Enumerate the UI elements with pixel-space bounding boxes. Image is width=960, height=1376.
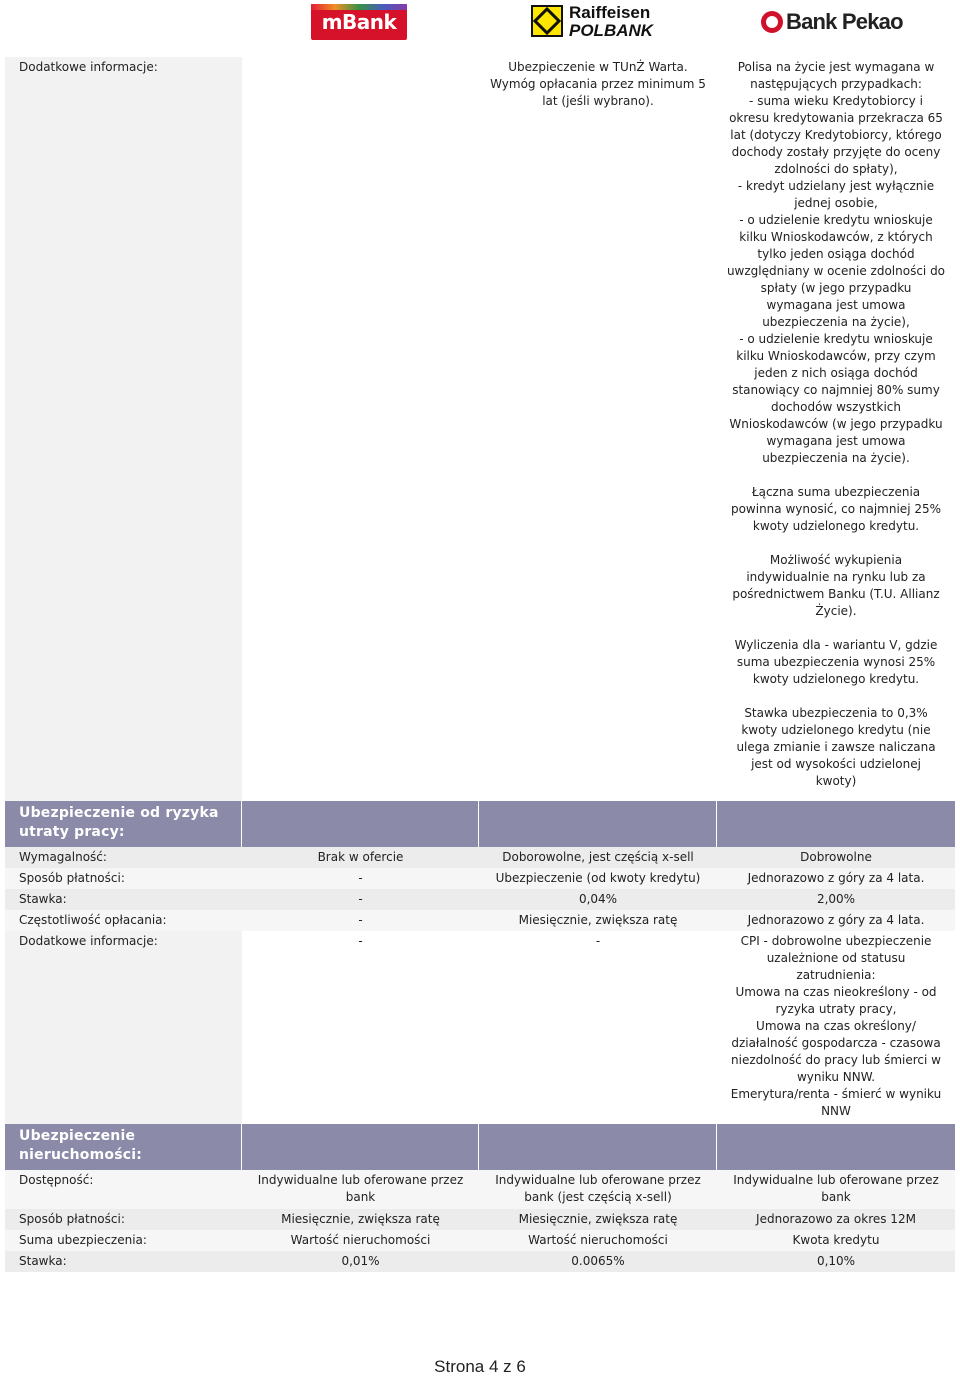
mbank-cell: Brak w ofercie (317, 850, 404, 864)
text-line: stanowiący co najmniej 80% sumy (732, 383, 940, 397)
text-line: jednej osobie, (794, 196, 878, 210)
text-line: NNW (821, 1104, 851, 1118)
section-header-job-loss (5, 801, 955, 847)
row-label: Dodatkowe informacje: (5, 931, 242, 1124)
text-line: ubezpieczenia na życie). (762, 451, 910, 465)
row-label: Wymagalność: (19, 850, 107, 864)
text-line: Wnioskodawców (w jego przypadku (729, 417, 943, 431)
text-line: pośrednictwem Banku (T.U. Allianz (732, 587, 940, 601)
text-line: niezdolność do pracy lub śmierci w (731, 1053, 941, 1067)
mbank-cell (242, 1170, 479, 1209)
text-line: Indywidualne lub oferowane przez (257, 1173, 464, 1187)
text-line: bank (345, 1190, 376, 1204)
row-label: Dodatkowe informacje: (5, 57, 242, 801)
table-row (5, 910, 955, 931)
text-line: CPI - dobrowolne ubezpieczenie (740, 934, 932, 948)
text-line: następujących przypadkach: (750, 77, 922, 91)
mbank-cell: - (358, 913, 363, 927)
text-line: działalność gospodarcza - czasowa (731, 1036, 941, 1050)
raiffeisen-cell: Miesięcznie, zwiększa ratę (518, 1212, 678, 1226)
section-header-property (5, 1124, 955, 1170)
pekao-cell (717, 1170, 955, 1209)
pekao-cell (717, 57, 955, 801)
text-line: Wymóg opłacania przez minimum 5 (490, 77, 706, 91)
mbank-cell: - (358, 871, 363, 885)
text-line: zatrudnienia: (796, 968, 876, 982)
mbank-cell: Wartość nieruchomości (290, 1233, 431, 1247)
raiffeisen-cell: Wartość nieruchomości (528, 1233, 668, 1247)
table-row (5, 1230, 955, 1251)
text-line: Ubezpieczenie w TUnŻ Warta. (508, 60, 688, 74)
pekao-logo (761, 8, 907, 36)
header-cell (717, 801, 955, 847)
text-line: jeden z nich osiąga dochód (754, 366, 918, 380)
text-line: Ubezpieczenie (19, 1128, 136, 1144)
table-row (5, 1170, 955, 1209)
row-label: Stawka: (19, 892, 67, 906)
text-line: spłaty (w jego przypadku (760, 281, 912, 295)
text-line: wymagana jest umowa (766, 434, 906, 448)
row-label: Sposób płatności: (19, 871, 125, 885)
text-line: - o udzielenie kredytu wnioskuje (739, 213, 933, 227)
text-line: powinna wynosić, co najmniej 25% (730, 502, 942, 516)
text-line: lat (dotyczy Kredytobiorcy, którego (730, 128, 942, 142)
mbank-cell: Miesięcznie, zwiększa ratę (281, 1212, 440, 1226)
comparison-table (5, 57, 955, 1272)
text-line: nieruchomości: (19, 1147, 143, 1163)
row-label: Sposób płatności: (19, 1212, 125, 1226)
header-cell (242, 1124, 479, 1170)
raiffeisen-cell: Miesięcznie, zwiększa ratę (518, 913, 678, 927)
text-line: okresu kredytowania przekracza 65 (729, 111, 943, 125)
text-line: tylko jeden osiąga dochód (757, 247, 915, 261)
text-line: ryzyka utraty pracy, (775, 1002, 897, 1016)
row-label: Stawka: (19, 1254, 67, 1268)
text-line: - kredyt udzielany jest wyłącznie (737, 179, 935, 193)
raiffeisen-cell: Ubezpieczenie (od kwoty kredytu) (495, 871, 701, 885)
bank-logos (0, 0, 960, 48)
paragraph (725, 484, 947, 535)
paragraph (725, 59, 947, 467)
polbank-logo-text: POLBANK (569, 21, 654, 40)
pekao-cell: Dobrowolne (800, 850, 872, 864)
header-cell (479, 1124, 717, 1170)
pekao-cell: Kwota kredytu (792, 1233, 880, 1247)
raiffeisen-cell (479, 57, 717, 801)
mbank-cell: 0,01% (341, 1254, 380, 1268)
mbank-cell: - (358, 892, 363, 906)
header-cell (479, 801, 717, 847)
text-line: Indywidualne lub oferowane przez (733, 1173, 939, 1187)
mbank-logo (311, 4, 407, 40)
text-line: Polisa na życie jest wymagana w (737, 60, 935, 74)
text-line: bank (821, 1190, 851, 1204)
text-line: Indywidualne lub oferowane przez (495, 1173, 701, 1187)
section-title (5, 1124, 242, 1170)
pekao-cell (717, 931, 955, 1124)
section-title (5, 801, 242, 847)
text-line: wymagana jest umowa (766, 298, 906, 312)
raiffeisen-gable-icon (531, 5, 563, 37)
text-line: kwoty udzielonego kredytu (nie (741, 723, 931, 737)
text-line: Życie). (815, 604, 857, 618)
text-line: kwoty udzielonego kredytu. (752, 672, 920, 686)
pekao-cell: Jednorazowo z góry za 4 lata. (747, 871, 925, 885)
raiffeisen-cell: 0.0065% (571, 1254, 625, 1268)
text-line: - suma wieku Kredytobiorcy i (749, 94, 923, 108)
raiffeisen-cell (479, 1170, 717, 1209)
header-cell (242, 801, 479, 847)
paragraph (725, 552, 947, 620)
table-row (5, 889, 955, 910)
pekao-ring-icon (761, 11, 783, 33)
row-label: Suma ubezpieczenia: (19, 1233, 147, 1247)
header-cell (717, 1124, 955, 1170)
table-row-job-extra-info (5, 931, 955, 1124)
mbank-cell: - (358, 934, 363, 948)
text-line: ulega zmianie i zawsze naliczana (736, 740, 936, 754)
text-line: Emerytura/renta - śmierć w wyniku (730, 1087, 942, 1101)
row-label: Dostępność: (19, 1173, 94, 1187)
pekao-logo-text: Bank Pekao (786, 9, 903, 34)
text-line: indywidualnie na rynku lub za (746, 570, 926, 584)
text-line: Umowa na czas nieokreślony - od (735, 985, 937, 999)
text-line: uzależnione od statusu (766, 951, 906, 965)
text-line: - o udzielenie kredytu wnioskuje (739, 332, 933, 346)
text-line: dochodów wszystkich (770, 400, 901, 414)
table-row (5, 847, 955, 868)
text-line: wyniku NNW. (796, 1070, 876, 1084)
paragraph (725, 637, 947, 688)
pekao-cell: Jednorazowo za okres 12M (756, 1212, 916, 1226)
mbank-logo-text: mBank (321, 10, 397, 34)
table-row (5, 868, 955, 889)
text-line: zdolności do spłaty), (774, 162, 898, 176)
text-line: ubezpieczenia na życie), (762, 315, 910, 329)
raiffeisen-cell: - (595, 934, 601, 948)
text-line: Możliwość wykupienia (769, 553, 903, 567)
text-line: Wyliczenia dla - wariantu V, gdzie (734, 638, 938, 652)
table-row (5, 1209, 955, 1230)
text-line: kilku Wnioskodawców, z których (739, 230, 933, 244)
text-line: kwoty) (815, 774, 857, 788)
row-label: Częstotliwość opłacania: (19, 913, 167, 927)
text-line: suma ubezpieczenia wynosi 25% (736, 655, 936, 669)
text-line: Ubezpieczenie od ryzyka (19, 805, 219, 821)
paragraph (725, 705, 947, 790)
raiffeisen-cell: Doborowolne, jest częścią x-sell (502, 850, 694, 864)
table-row (5, 1251, 955, 1272)
text-line: dochody zostały przyjęte do oceny (731, 145, 941, 159)
text-line: kilku Wnioskodawców, przy czym (736, 349, 936, 363)
text-line: lat (jeśli wybrano). (542, 94, 654, 108)
raiffeisen-cell: 0,04% (578, 892, 618, 906)
mbank-cell (242, 57, 479, 801)
text-line: utraty pracy: (19, 824, 125, 840)
pekao-cell: 2,00% (816, 892, 856, 906)
text-line: jest od wysokości udzielonej (751, 757, 921, 771)
text-line: kwoty udzielonego kredytu. (752, 519, 920, 533)
raiffeisen-logo (531, 3, 663, 41)
page-number: Strona 4 z 6 (434, 1357, 526, 1376)
text-line: Łączna suma ubezpieczenia (751, 485, 921, 499)
text-line: Umowa na czas określony/ (756, 1019, 916, 1033)
text-line: bank (jest częścią x-sell) (524, 1190, 672, 1204)
pekao-cell: 0,10% (816, 1254, 856, 1268)
pekao-cell: Jednorazowo z góry za 4 lata. (747, 913, 925, 927)
raiffeisen-logo-text: Raiffeisen (569, 3, 651, 22)
text-line: uwzględniany w ocenie zdolności do (726, 264, 946, 278)
table-row-life-extra-info (5, 57, 955, 801)
text-line: Stawka ubezpieczenia to 0,3% (744, 706, 928, 720)
